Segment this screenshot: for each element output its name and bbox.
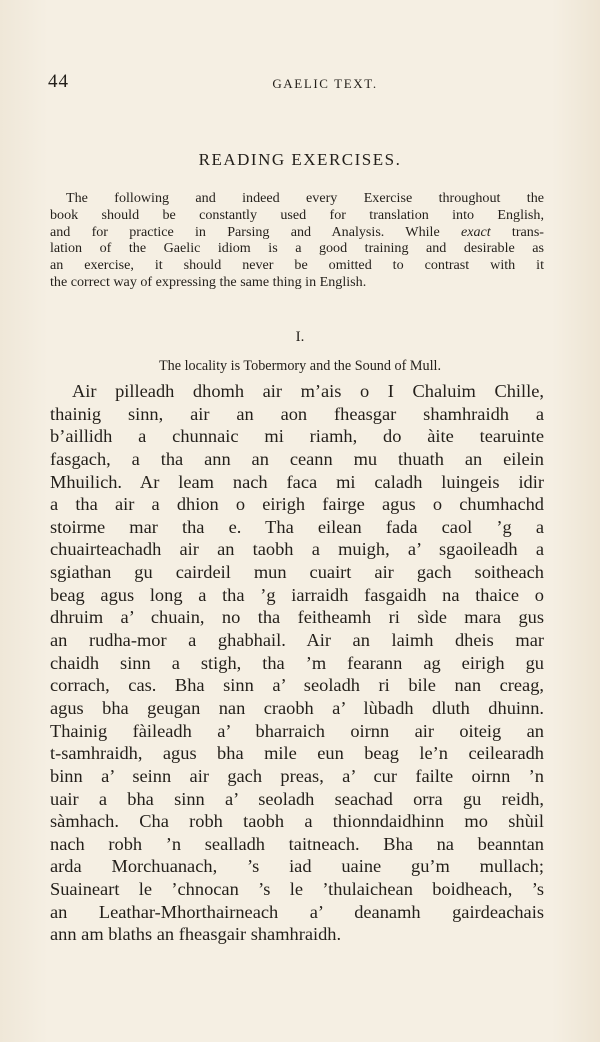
- passage-line: nach robh ’n sealladh taitneach. Bha na beanntan: [50, 833, 544, 854]
- passage-line: sàmhach. Cha robh taobh a thionndaidhinn mo shùil: [50, 811, 544, 832]
- gaelic-passage: [50, 380, 544, 946]
- passage-line: an Leathar-Mhorthairneach a’ deanamh gairdeachais: [50, 901, 544, 922]
- passage-line: fasgach, a tha ann an ceann mu thuath an eilein: [50, 448, 544, 469]
- passage-line: corrach, cas. Bha sinn a’ seoladh ri bile nan creag,: [50, 675, 544, 696]
- page-number: 44: [48, 71, 69, 92]
- passage-line: t-samhraidh, agus bha mile eun beag le’n ceilearadh: [50, 743, 544, 764]
- passage-line: arda Morchuanach, ’s iad uaine gu’m mullach;: [50, 856, 544, 877]
- passage-line: b’aillidh a chunnaic mi riamh, do àite tearuinte: [50, 426, 544, 447]
- intro-paragraph: [50, 190, 544, 291]
- intro-line: [50, 224, 544, 241]
- exercise-subtitle: The locality is Tobermory and the Sound of Mull.: [158, 358, 442, 374]
- passage-line: chuairteachadh air an taobh a muigh, a’ sgaoileadh a: [50, 539, 544, 560]
- running-head: GAELIC TEXT.: [272, 76, 378, 91]
- passage-line: an rudha-mor a ghabhail. Air an laimh dheis mar: [50, 630, 544, 651]
- intro-line: book should be constantly used for translation into English,: [50, 206, 544, 223]
- passage-line: beag agus long a tha ’g iarraidh fasgaidh na thaice o: [50, 584, 544, 605]
- passage-line: Thainig fàileadh a’ bharraich oirnn air oiteig an: [50, 720, 544, 741]
- intro-line: The following and indeed every Exercise throughout the: [66, 190, 544, 206]
- passage-line: ann am blaths an fheasgair shamhraidh.: [50, 924, 342, 945]
- passage-line: Mhuilich. Ar leam nach faca mi caladh luingeis idir: [50, 471, 544, 492]
- passage-line: Suaineart le ’chnocan ’s le ’thulaichean boidheach, ’s: [50, 879, 544, 900]
- intro-line: an exercise, it should never be omitted to contrast with it: [50, 257, 544, 274]
- passage-line: dhruim a’ chuain, no tha feitheamh ri sìde mara gus: [50, 607, 544, 628]
- intro-italic-word: exact: [460, 223, 491, 240]
- exercise-number: I.: [295, 329, 305, 345]
- passage-line: chaidh sinn a stigh, tha ’m fearann ag eirigh gu: [50, 652, 544, 673]
- passage-line: thainig sinn, air an aon fheasgar shamhraidh a: [50, 403, 544, 424]
- passage-line: sgiathan gu cairdeil mun cuairt air gach soitheach: [50, 562, 544, 583]
- intro-line: lation of the Gaelic idiom is a good training and desirable as: [50, 240, 544, 257]
- passage-line: uair a bha sinn a’ seoladh seachad orra gu reidh,: [50, 788, 544, 809]
- intro-line-end: trans-: [490, 223, 544, 240]
- passage-line: Air pilleadh dhomh air m’ais o I Chaluim Chille,: [72, 381, 544, 401]
- intro-line: the correct way of expressing the same thing in English.: [50, 273, 367, 290]
- passage-line: a tha air a dhion o eirigh fairge agus o chumhachd: [50, 494, 544, 515]
- section-title: READING EXERCISES.: [198, 150, 402, 169]
- intro-line-text: and for practice in Parsing and Analysis. While: [50, 223, 440, 240]
- passage-line: binn a’ seinn air gach preas, a’ cur failte oirnn ’n: [50, 765, 544, 786]
- passage-line: agus bha geugan nan craobh a’ lùbadh dluth dhuinn.: [50, 697, 544, 718]
- passage-line: stoirme mar tha e. Tha eilean fada caol ’g a: [50, 516, 544, 537]
